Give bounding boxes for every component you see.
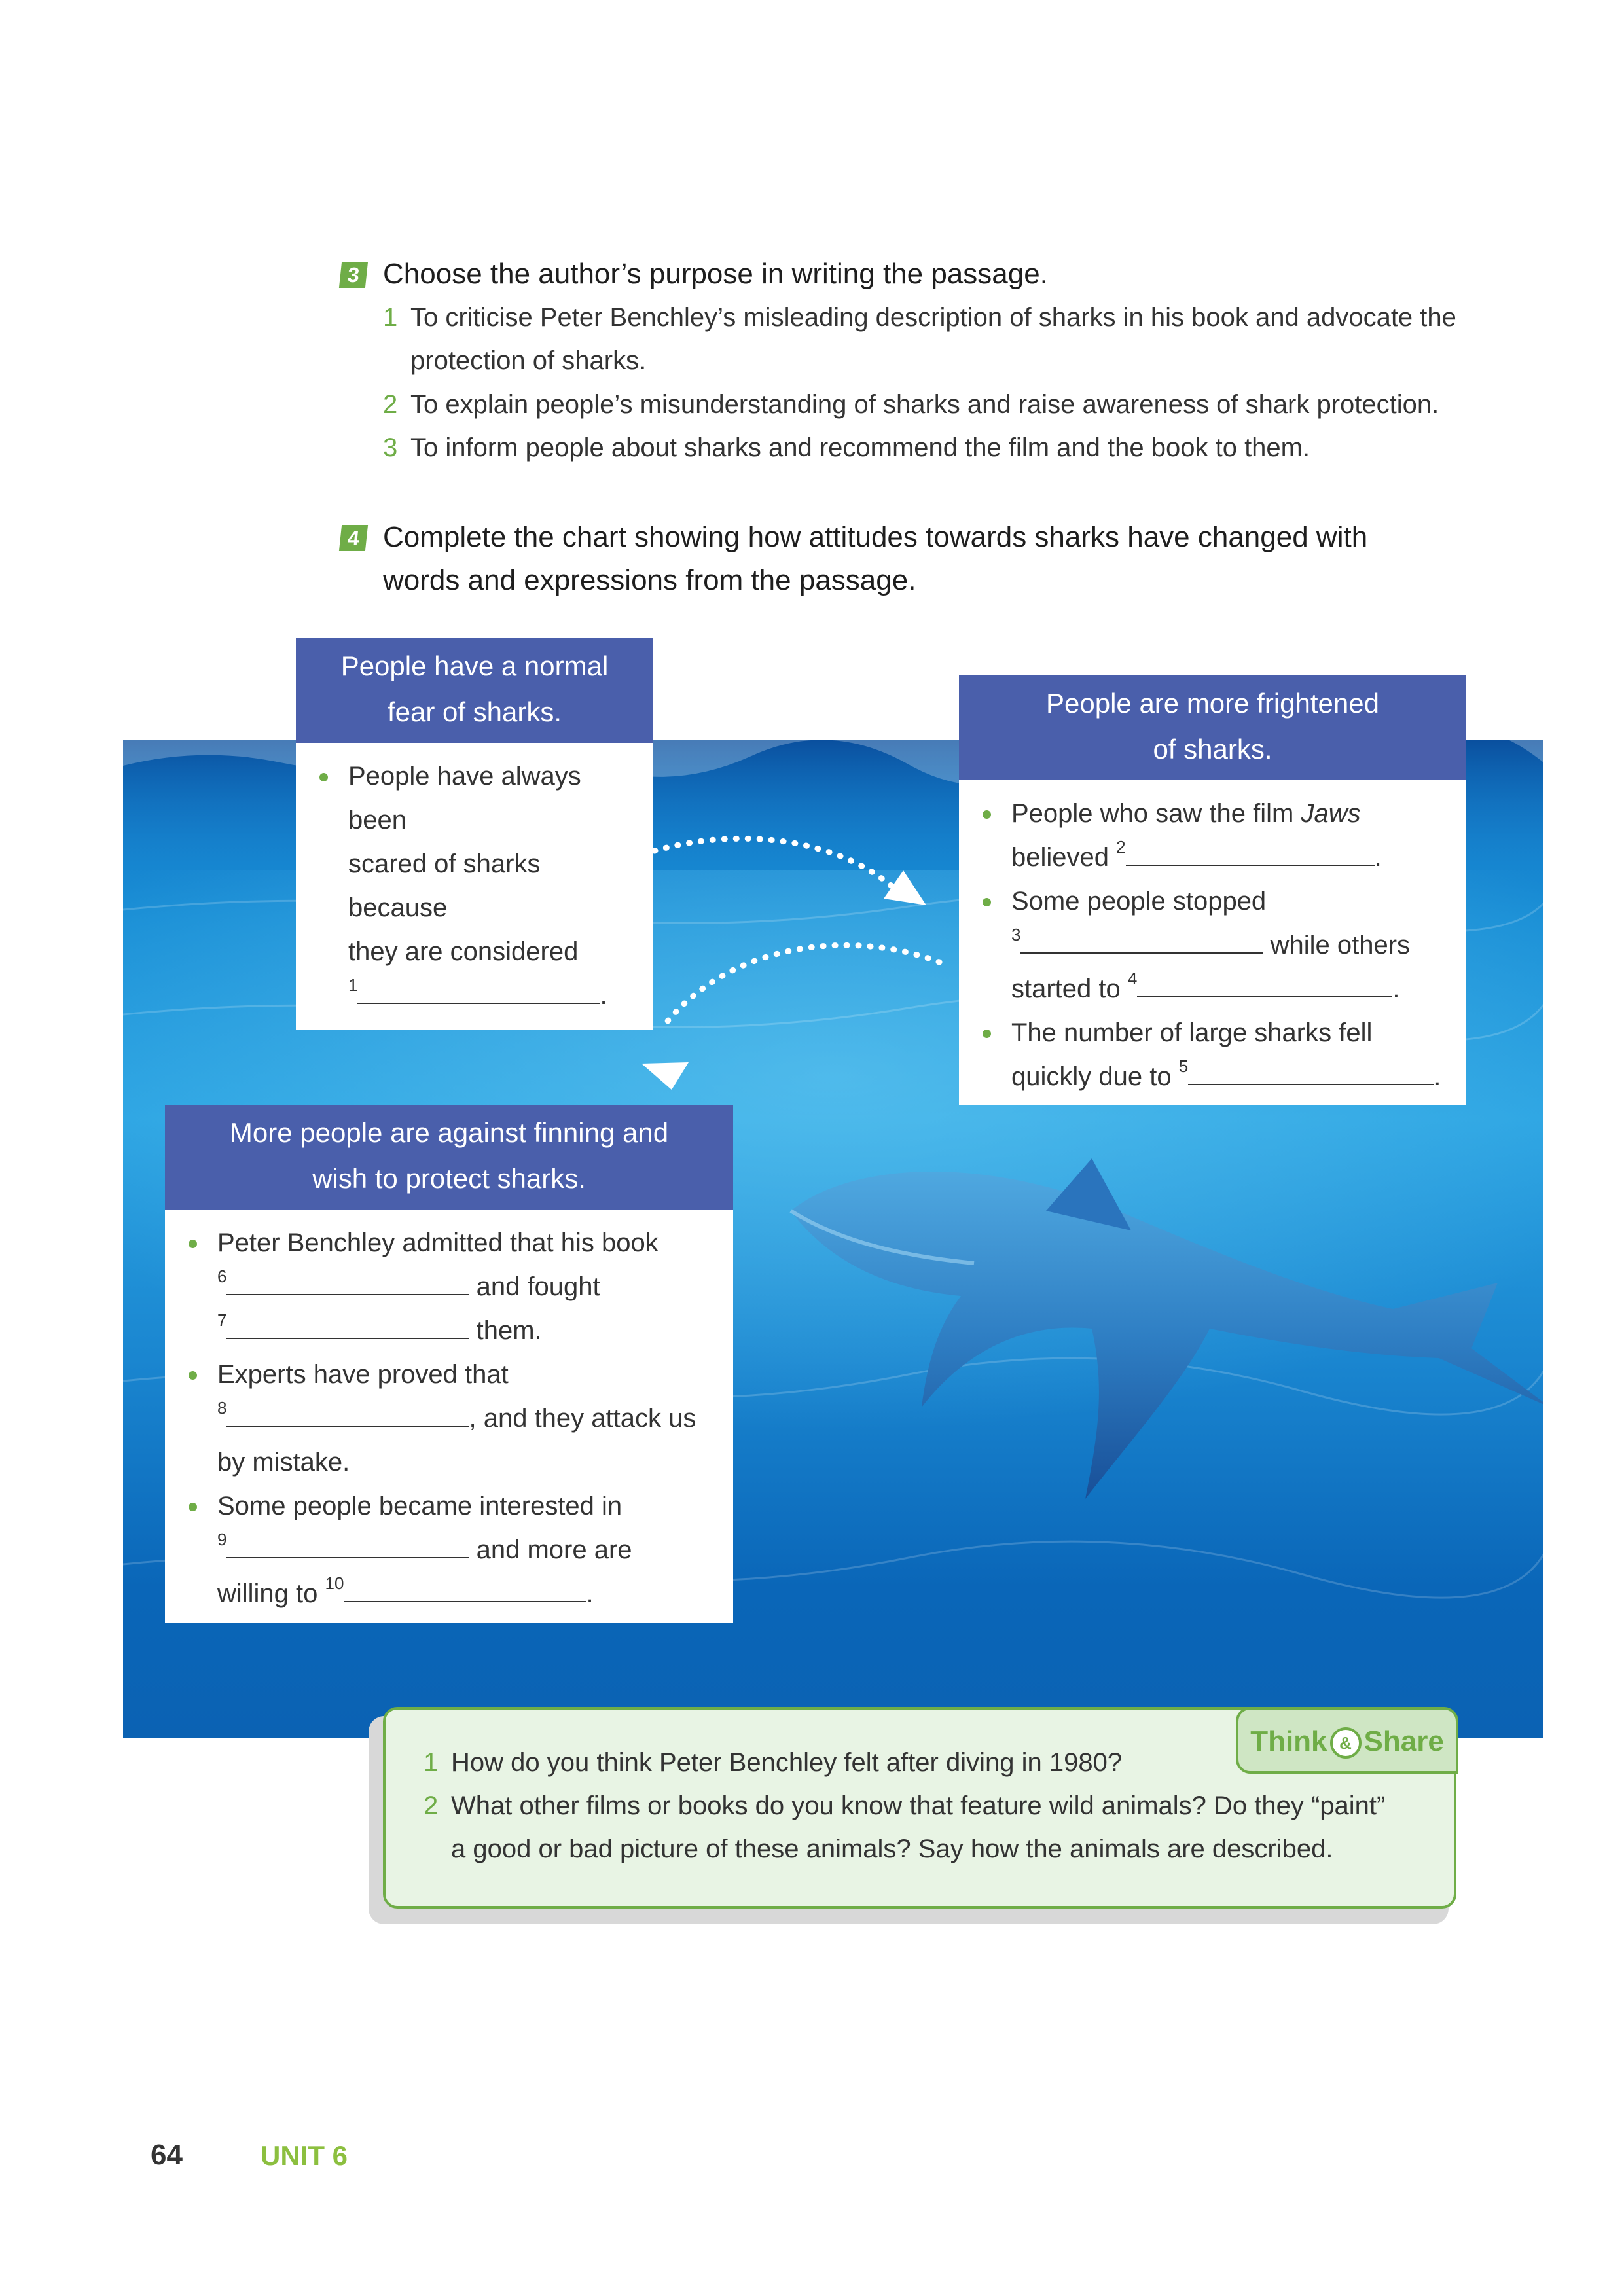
option-text: To inform people about sharks and recommend the film and the book to them. (410, 433, 1310, 462)
bullet-dot (189, 1371, 197, 1380)
share-label: Share (1363, 1725, 1444, 1757)
box-header-line: More people are against finning and (229, 1117, 669, 1148)
blank-line-4[interactable]: started to $^4$ . (1011, 969, 1400, 1003)
unit-label: UNIT 6 (261, 2140, 348, 2171)
answer-blank[interactable] (226, 1402, 469, 1427)
bullet-text: The number of large sharks fell (1011, 1018, 1373, 1047)
blank-number: 4 (1127, 969, 1138, 988)
bullet-text: by mistake. (217, 1448, 350, 1477)
chart-box-protect-sharks (165, 1105, 733, 1623)
box-header-line: fear of sharks. (387, 696, 562, 727)
blank-line-8[interactable] (217, 1397, 713, 1441)
question-text: What other films or books do you know that feature wild animals? Do they “paint” (451, 1791, 1386, 1820)
box-body (959, 780, 1466, 1105)
blank-line-9[interactable] (217, 1528, 713, 1572)
bullet-text: , and they attack us (469, 1404, 696, 1433)
think-share-question-2 (424, 1784, 1445, 1871)
blank-number: 10 (325, 1573, 344, 1593)
think-share-question-1 (424, 1741, 1242, 1784)
answer-blank[interactable] (344, 1577, 586, 1602)
bullet-dot (189, 1503, 197, 1511)
blank-line-5[interactable]: quickly due to $^5$ . (1011, 1056, 1441, 1091)
bullet-text: People have always been (348, 762, 581, 834)
arrow-head-down (641, 1062, 689, 1090)
option-number: 1 (383, 303, 398, 332)
dotted-arrows (641, 821, 949, 1090)
bullet-text: they are considered (348, 937, 579, 966)
exercise-3-option-2[interactable] (383, 383, 1535, 426)
box-body (165, 1210, 733, 1623)
bullet-text: Some people stopped (1011, 887, 1267, 916)
bullet-text: believed (1011, 843, 1110, 872)
bullet-text: Peter Benchley admitted that his book (217, 1229, 659, 1257)
option-text: To explain people’s misunderstanding of sharks and raise awareness of shark protection. (410, 390, 1439, 419)
blank-line-6[interactable] (217, 1265, 713, 1309)
bullet-text: and fought (476, 1272, 600, 1301)
bullet-text: quickly due to (1011, 1062, 1172, 1091)
question-number: 2 (424, 1791, 439, 1820)
exercise-3-option-1[interactable] (383, 296, 1509, 382)
option-number: 3 (383, 433, 398, 462)
bullet-dot (983, 1030, 991, 1038)
question-text: How do you think Peter Benchley felt after diving in 1980? (451, 1748, 1123, 1777)
box-header (296, 638, 653, 743)
answer-blank[interactable] (226, 1270, 469, 1295)
exercise-4-title-line-2: words and expressions from the passage. (383, 564, 916, 596)
bullet-text: started to (1011, 975, 1121, 1003)
bullet-text: and more are (476, 1535, 632, 1564)
blank-number: 1 (348, 975, 358, 995)
bullet-item (185, 1484, 713, 1616)
bullet-item (979, 1011, 1447, 1099)
bullet-text: willing to (217, 1579, 318, 1608)
bullet-text: Experts have proved that (217, 1360, 509, 1389)
blank-number: 8 (217, 1398, 227, 1418)
box-header (165, 1105, 733, 1210)
bullet-dot (983, 810, 991, 819)
bullet-item (979, 880, 1447, 1011)
exercise-4-number: 4 (339, 525, 368, 551)
blank-number: 6 (217, 1266, 227, 1286)
answer-blank[interactable] (226, 1534, 469, 1558)
bullet-item (185, 1221, 713, 1353)
bullet-item (185, 1353, 713, 1484)
bullet-text: scared of sharks because (348, 850, 541, 922)
box-header-line: of sharks. (1153, 734, 1272, 764)
bullet-dot (319, 773, 328, 781)
exercise-4-title-line-1: Complete the chart showing how attitudes towards sharks have changed with (383, 521, 1368, 553)
answer-blank[interactable] (1020, 929, 1263, 954)
think-share-tab (1236, 1707, 1458, 1774)
film-title: Jaws (1301, 799, 1361, 828)
blank-number: 2 (1116, 837, 1126, 857)
box-header-line: wish to protect sharks. (312, 1163, 586, 1194)
option-text: To criticise Peter Benchley’s misleading description of sharks in his book and advocate the protection of sharks. (410, 303, 1456, 375)
bullet-dot (189, 1240, 197, 1248)
blank-line-7[interactable] (217, 1309, 713, 1353)
bullet-text: Some people became interested in (217, 1492, 623, 1520)
answer-blank[interactable] (226, 1314, 469, 1339)
bullet-text: them. (476, 1316, 542, 1345)
answer-blank[interactable] (1137, 973, 1392, 997)
chart-box-more-frightened (959, 675, 1466, 1105)
blank-number: 5 (1178, 1056, 1189, 1076)
blank-number: 3 (1011, 925, 1021, 944)
arrow-box2-to-box3 (668, 945, 939, 1021)
exercise-3-number: 3 (339, 262, 368, 288)
bullet-text: People who saw the film (1011, 799, 1301, 828)
box-header (959, 675, 1466, 780)
blank-number: 9 (217, 1530, 227, 1549)
box-body (296, 743, 653, 1030)
box-header-line: People have a normal (340, 651, 609, 681)
arrow-box1-to-box2 (655, 838, 900, 893)
option-number: 2 (383, 390, 398, 419)
answer-blank[interactable] (357, 979, 600, 1004)
bullet-item (979, 792, 1447, 880)
blank-line-1[interactable]: $^1$ . (348, 975, 607, 1010)
lightbulb-icon: & (1330, 1727, 1362, 1759)
think-label: Think (1250, 1725, 1327, 1757)
box-header-line: People are more frightened (1046, 688, 1379, 719)
bullet-dot (983, 898, 991, 906)
answer-blank[interactable] (1126, 841, 1375, 866)
page-number: 64 (151, 2139, 183, 2171)
answer-blank[interactable] (1188, 1060, 1434, 1085)
exercise-3-option-3[interactable] (383, 426, 1535, 469)
blank-line-2[interactable]: believed $^2$ . (1011, 837, 1382, 872)
question-text: a good or bad picture of these animals? Say how the animals are described. (451, 1835, 1333, 1863)
blank-line-3[interactable] (1011, 924, 1447, 967)
question-number: 1 (424, 1748, 439, 1777)
chart-box-normal-fear (296, 638, 653, 1030)
blank-number: 7 (217, 1310, 227, 1330)
blank-line-10[interactable]: willing to $^{10}$ . (217, 1573, 594, 1608)
bullet-item (316, 755, 634, 1018)
exercise-3-title: Choose the author’s purpose in writing the passage. (383, 258, 1048, 290)
bullet-text: while others (1270, 931, 1411, 960)
